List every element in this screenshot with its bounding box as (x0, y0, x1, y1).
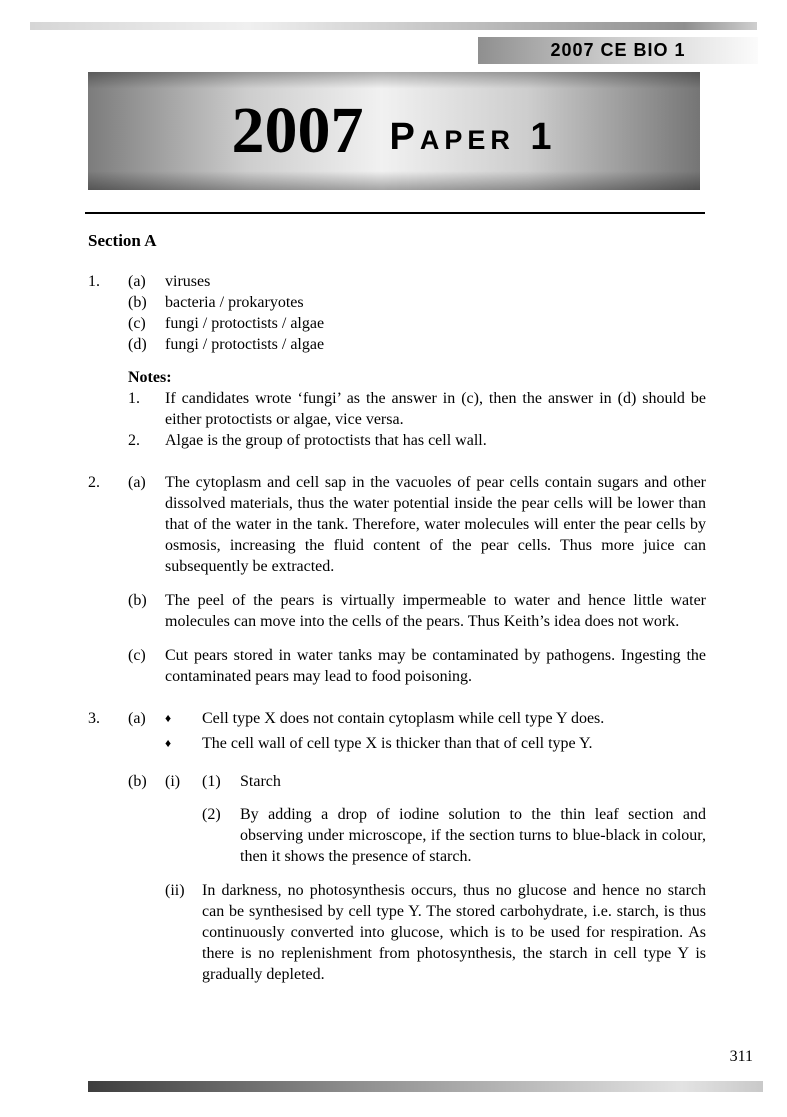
part-label: (a) (128, 273, 146, 290)
q3a-bullets (165, 708, 706, 758)
question-3 (88, 708, 706, 985)
q3b-body (165, 771, 706, 985)
answer-text: Starch (240, 773, 281, 790)
answer-text: By adding a drop of iodine solution to the thin leaf section and observing under microscope, if the section turns to blue-black in colour, then it shows the presence of starch. (240, 806, 706, 865)
notes-title: Notes: (128, 369, 172, 386)
header-badge (478, 37, 758, 64)
q2-part-b (128, 590, 706, 632)
answer-text: Cut pears stored in water tanks may be contaminated by pathogens. Ingesting the contaminated pears may lead to food poisoning. (165, 647, 706, 685)
title-banner (88, 72, 700, 190)
question-2-number: 2. (88, 474, 100, 491)
bullet-text: Cell type X does not contain cytoplasm while cell type Y does. (202, 710, 605, 727)
q1-part-b (128, 292, 706, 313)
question-2-body (128, 472, 706, 687)
question-3-row (88, 708, 706, 985)
banner-year-text: 2007 (231, 94, 364, 167)
subpart-label: (i) (165, 773, 181, 790)
note-text: If candidates wrote ‘fungi’ as the answer in (c), then the answer in (d) should be either protoctists or algae, vice versa. (165, 390, 706, 428)
header-badge-text: 2007 CE BIO 1 (550, 40, 686, 60)
q2-part-a (128, 472, 706, 577)
section-title: Section A (88, 231, 157, 250)
question-1 (88, 271, 706, 451)
diamond-bullet-icon: ♦ (165, 736, 172, 750)
q2-part-c (128, 645, 706, 687)
diamond-bullet-icon: ♦ (165, 711, 172, 725)
bullet-text: The cell wall of cell type X is thicker than that of cell type Y. (202, 735, 593, 752)
item-label: (2) (202, 806, 221, 823)
q3a-bullet-1 (165, 708, 706, 729)
answer-text: bacteria / prokaryotes (165, 294, 304, 311)
banner-paper-text: Paper 1 (389, 116, 557, 158)
part-label: (b) (128, 773, 147, 790)
subpart-label: (ii) (165, 882, 185, 899)
q3b-i-item-1 (202, 771, 706, 792)
answer-text: The peel of the pears is virtually impermeable to water and hence little water molecules can move into the cells of the pears. Thus Keith’s idea does not work. (165, 592, 706, 630)
q3b-ii (165, 880, 706, 985)
answer-text: fungi / protoctists / algae (165, 336, 325, 353)
question-2-row (88, 472, 706, 687)
q1-part-d (128, 334, 706, 355)
part-label: (d) (128, 336, 147, 353)
header-rule (85, 212, 705, 214)
q3b-i-item-2 (202, 804, 706, 867)
note-item-2 (128, 430, 706, 451)
q3b-i (165, 771, 706, 867)
note-number: 1. (128, 390, 140, 407)
note-text: Algae is the group of protoctists that has cell wall. (165, 432, 487, 449)
part-label: (c) (128, 647, 146, 664)
question-1-number: 1. (88, 273, 100, 290)
q3a-bullet-2 (165, 733, 706, 754)
bottom-gradient-bar (88, 1081, 763, 1092)
q1-part-a (128, 271, 706, 292)
answer-text: The cytoplasm and cell sap in the vacuoles of pear cells contain sugars and other dissolved materials, thus the water potential inside the pear cells will be lower than that of the water in the tank. Therefore, water molecules will enter the pear cells by osmosis, increasing the fluid content of the pear cells. Thus more juice can subsequently be extracted. (165, 474, 706, 575)
q1-notes (128, 367, 706, 451)
question-1-row (88, 271, 706, 355)
part-label: (a) (128, 710, 146, 727)
note-number: 2. (128, 432, 140, 449)
part-label: (b) (128, 592, 147, 609)
answer-text: In darkness, no photosynthesis occurs, thus no glucose and hence no starch can be synthesised by cell type Y. The stored carbohydrate, i.e. starch, is thus continuously converted into glucose, which is to be used for respiration. As there is no replenishment from photosynthesis, the starch in cell type Y is gradually depleted. (202, 882, 706, 983)
question-2 (88, 472, 706, 687)
question-1-body (128, 271, 706, 355)
answers-content (88, 230, 706, 1006)
q3-part-a (128, 708, 706, 758)
question-3-body (128, 708, 706, 985)
answer-text: viruses (165, 273, 211, 290)
part-label: (a) (128, 474, 146, 491)
part-label: (c) (128, 315, 146, 332)
q1-part-c (128, 313, 706, 334)
answer-text: fungi / protoctists / algae (165, 315, 325, 332)
top-gradient-bar (30, 22, 757, 30)
note-item-1 (128, 388, 706, 430)
part-label: (b) (128, 294, 147, 311)
item-label: (1) (202, 773, 221, 790)
question-3-number: 3. (88, 710, 100, 727)
q3-part-b (128, 771, 706, 985)
q3b-i-body (202, 771, 706, 867)
page-number: 311 (729, 1048, 753, 1065)
